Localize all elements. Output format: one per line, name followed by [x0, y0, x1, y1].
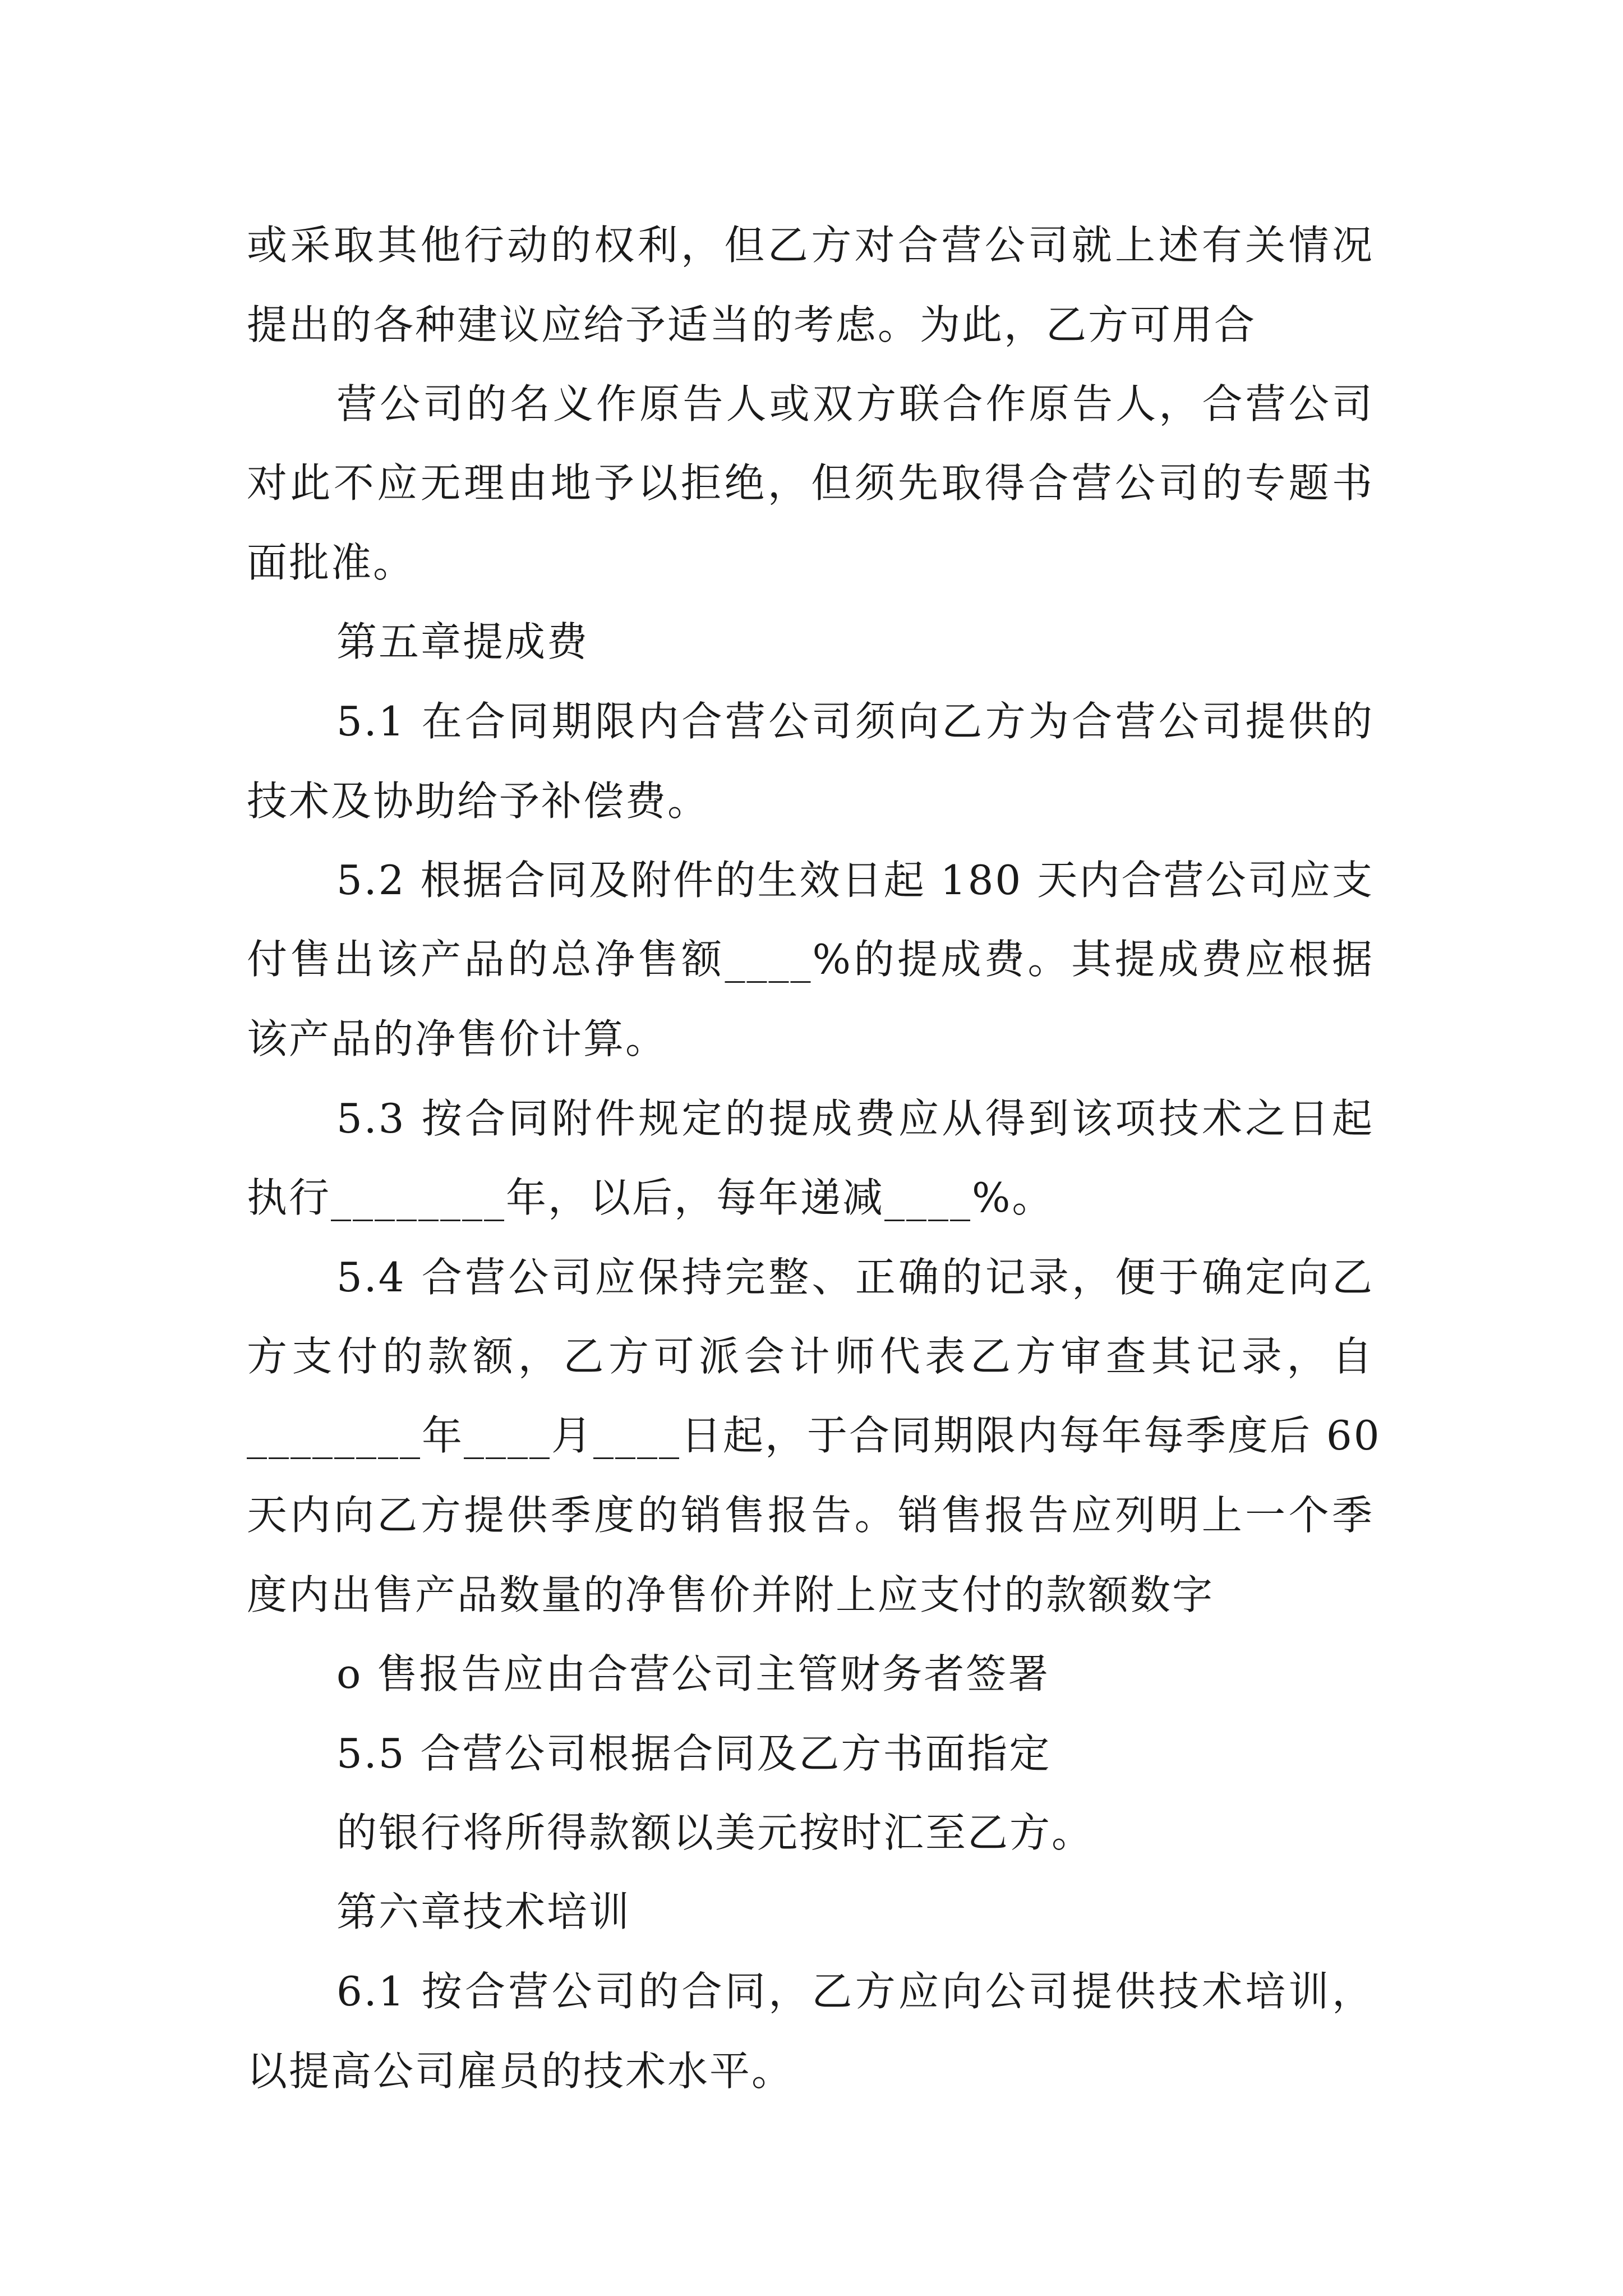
text-line: 营公司的名义作原告人或双方联合作原告人，合营公司 — [336, 380, 1374, 427]
text-line: 5.2 根据合同及附件的生效日起 180 天内合营公司应支 — [336, 857, 1374, 904]
text-line: 面批准。 — [247, 539, 416, 586]
text-line: 度内出售产品数量的净售价并附上应支付的款额数字 — [247, 1571, 1215, 1618]
text-line: 天内向乙方提供季度的销售报告。销售报告应列明上一个季 — [247, 1492, 1374, 1539]
text-line: ________年____月____日起，于合同期限内每年每季度后 60 — [247, 1412, 1381, 1459]
text-line: 6.1 按合营公司的合同，乙方应向公司提供技术培训， — [336, 1968, 1374, 2015]
text-line: 执行________年，以后，每年递减____%。 — [247, 1174, 1054, 1221]
text-line: 提出的各种建议应给予适当的考虑。为此，乙方可用合 — [247, 301, 1257, 348]
text-line: 5.5 合营公司根据合同及乙方书面指定 — [336, 1730, 1052, 1777]
text-line: 付售出该产品的总净售额____%的提成费。其提成费应根据 — [247, 936, 1374, 983]
text-line: 对此不应无理由地予以拒绝，但须先取得合营公司的专题书 — [247, 459, 1374, 507]
text-line: 5.3 按合同附件规定的提成费应从得到该项技术之日起 — [336, 1095, 1374, 1142]
text-line: 5.1 在合同期限内合营公司须向乙方为合营公司提供的 — [336, 698, 1374, 745]
text-line: 以提高公司雇员的技术水平。 — [247, 2047, 794, 2095]
chapter-heading: 第五章提成费 — [336, 618, 589, 665]
text-line: 5.4 合营公司应保持完整、正确的记录，便于确定向乙 — [336, 1254, 1374, 1301]
text-line: 技术及协助给予补偿费。 — [247, 777, 710, 825]
text-line: 的银行将所得款额以美元按时汇至乙方。 — [336, 1809, 1094, 1856]
text-line: 或采取其他行动的权利，但乙方对合营公司就上述有关情况 — [247, 222, 1374, 269]
chapter-heading: 第六章技术培训 — [336, 1888, 631, 1935]
text-line: o 售报告应由合营公司主管财务者签署 — [336, 1650, 1050, 1697]
text-line: 方支付的款额，乙方可派会计师代表乙方审查其记录，自 — [247, 1333, 1374, 1380]
text-line: 该产品的净售价计算。 — [247, 1015, 668, 1062]
